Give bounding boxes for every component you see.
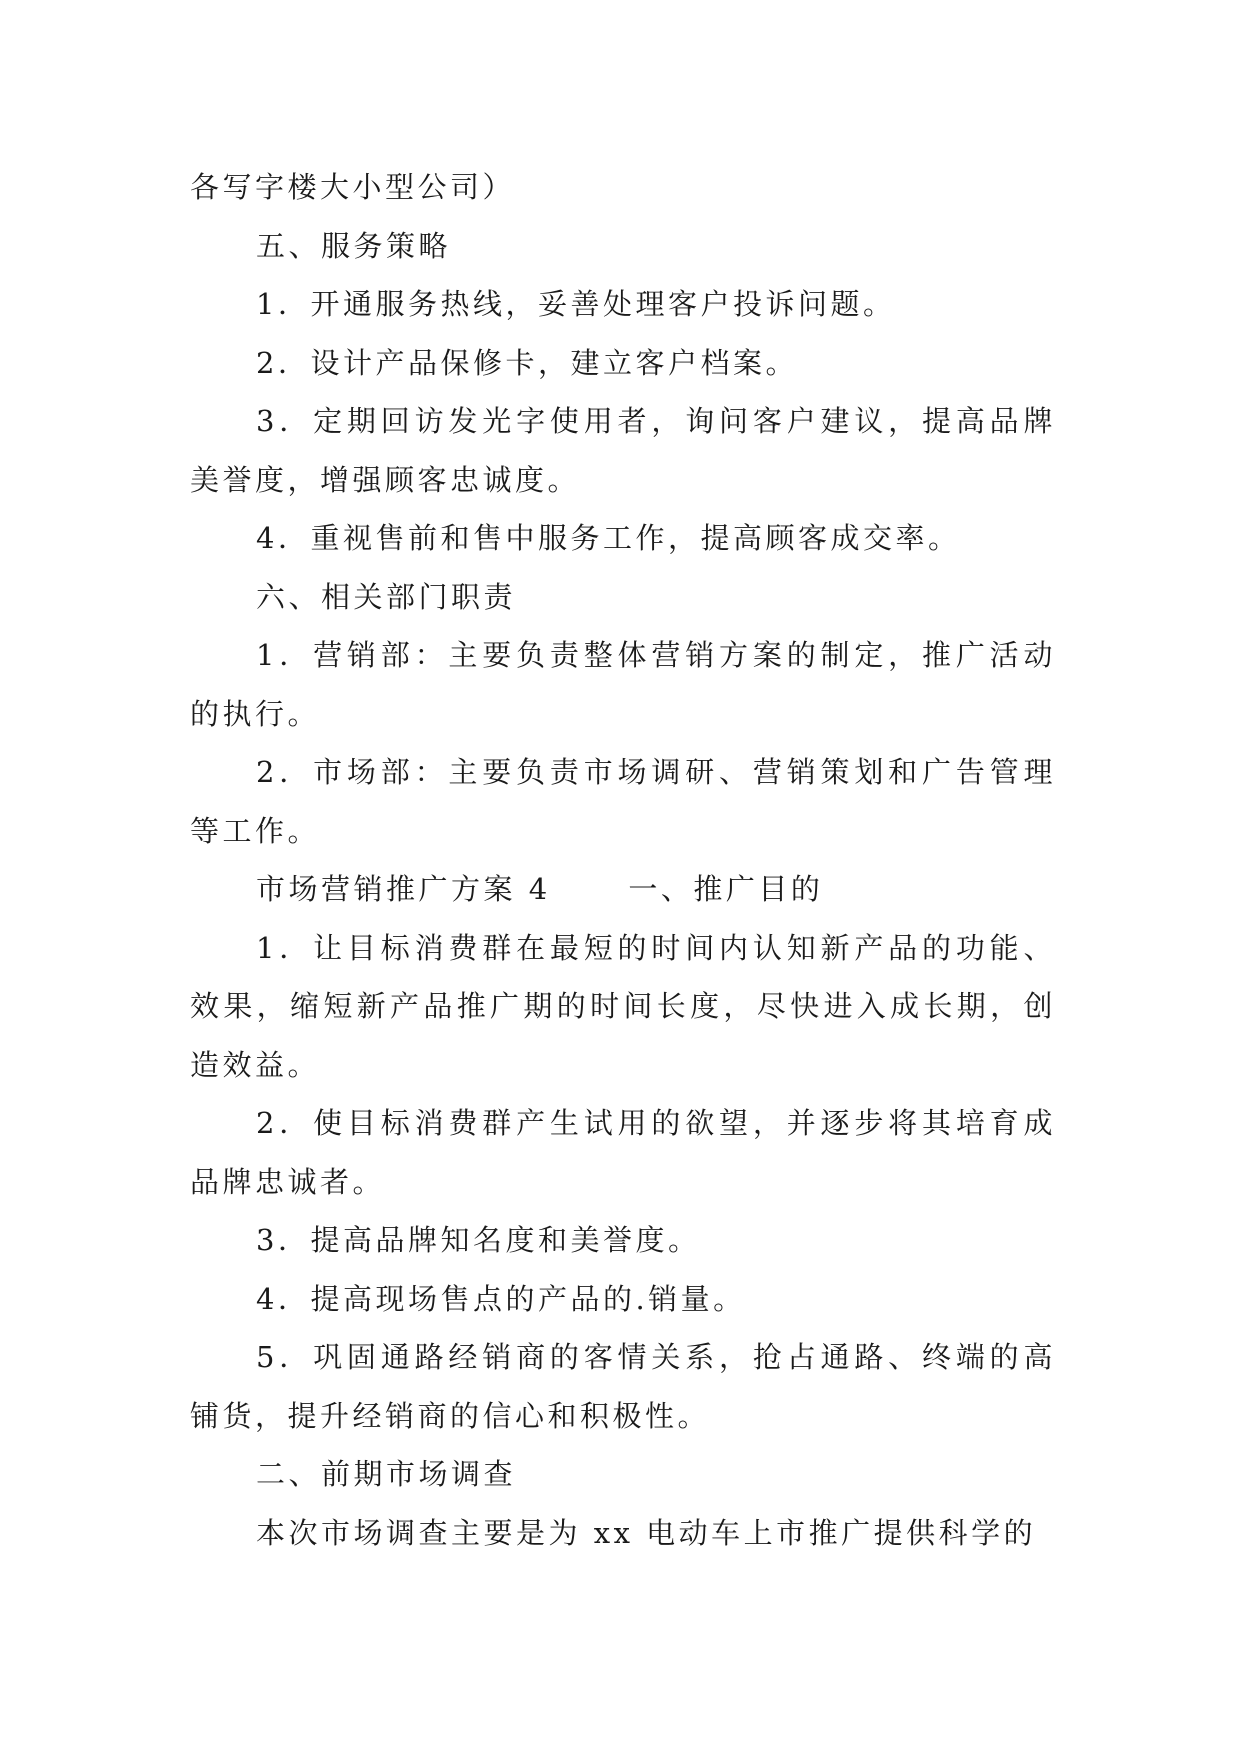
list-item: 1．营销部：主要负责整体营销方案的制定，推广活动的执行。 [190, 638, 1056, 731]
list-item: 1．开通服务热线，妥善处理客户投诉问题。 [256, 287, 896, 321]
list-item: 4．重视售前和售中服务工作，提高顾客成交率。 [256, 521, 961, 555]
document-body [190, 158, 1056, 1562]
heading-plan-4: 市场营销推广方案 4 一、推广目的 [256, 872, 824, 906]
list-item: 2．市场部：主要负责市场调研、营销策划和广告管理等工作。 [190, 755, 1056, 848]
list-item: 2．使目标消费群产生试用的欲望，并逐步将其培育成品牌忠诚者。 [190, 1106, 1056, 1199]
list-item: 2．设计产品保修卡，建立客户档案。 [256, 345, 798, 380]
heading-department-duties: 六、相关部门职责 [256, 579, 517, 614]
list-item: 5．巩固通路经销商的客情关系，抢占通路、终端的高铺货，提升经销商的信心和积极性。 [190, 1340, 1056, 1433]
list-item: 1．让目标消费群在最短的时间内认知新产品的功能、效果，缩短新产品推广期的时间长度，尽快进入成长期，创造效益。 [190, 930, 1056, 1082]
heading-service-strategy: 五、服务策略 [256, 228, 452, 263]
paragraph-continuation: 各写字楼大小型公司） [190, 170, 516, 204]
list-item: 3．定期回访发光字使用者，询问客户建议，提高品牌美誉度，增强顾客忠诚度。 [190, 404, 1056, 497]
list-item: 4．提高现场售点的产品的.销量。 [256, 1281, 746, 1316]
heading-market-survey: 二、前期市场调查 [256, 1457, 517, 1491]
paragraph: 本次市场调查主要是为 xx 电动车上市推广提供科学的 [256, 1515, 1037, 1550]
list-item: 3．提高品牌知名度和美誉度。 [256, 1223, 701, 1257]
